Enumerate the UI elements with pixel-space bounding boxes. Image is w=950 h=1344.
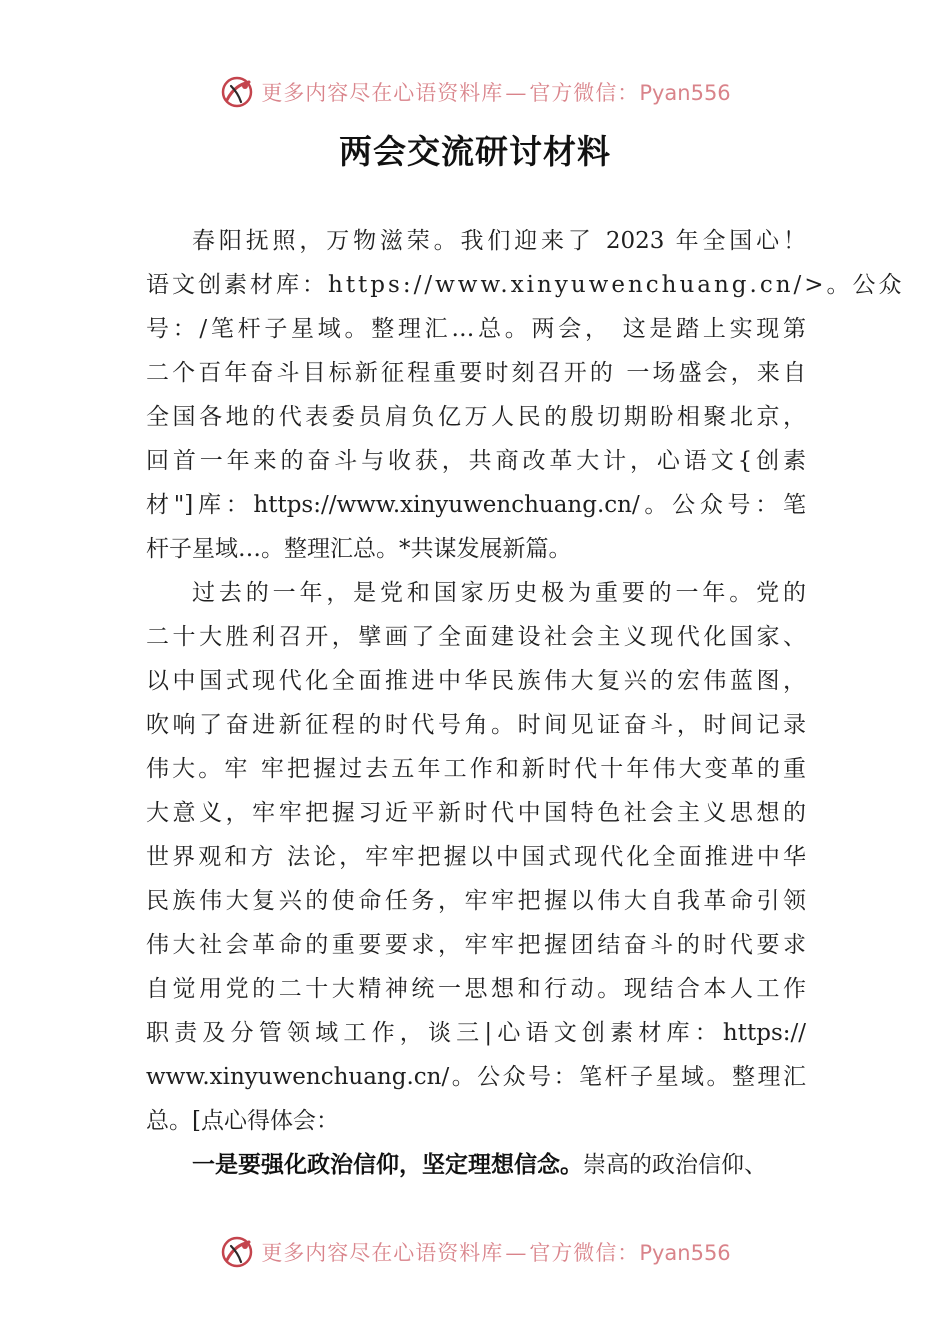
document-body (146, 219, 905, 1187)
watermark-main: 更多内容尽在心语资料库 (261, 1241, 504, 1265)
text-line: 二十大胜利召开，擘画了全面建设社会主义现代化国家、 (146, 624, 806, 650)
watermark-banner-top (0, 72, 950, 112)
watermark-banner-bottom (0, 1232, 950, 1272)
text-line: 伟大社会革命的重要要求，牢牢把握团结奋斗的时代要求 (146, 932, 806, 958)
watermark-wechat-id: Pyan556 (639, 1241, 731, 1265)
text-line: 二个百年奋斗目标新征程重要时刻召开的 一场盛会，来自 (146, 360, 806, 386)
text-line: www.xinyuwenchuang.cn/。公众号：笔杆子星域。整理汇 (146, 1064, 806, 1090)
text-line: 世界观和方 法论，牢牢把握以中国式现代化全面推进中华 (146, 844, 806, 870)
text-line: 民族伟大复兴的使命任务，牢牢把握以伟大自我革命引领 (146, 888, 806, 914)
watermark-main: 更多内容尽在心语资料库 (261, 81, 504, 105)
text-line: 杆子星域…。整理汇总。*共谋发展新篇。 (146, 536, 572, 562)
text-line: 职责及分管领域工作，谈三|心语文创素材库：https:// (146, 1020, 806, 1046)
watermark-wechat-id: Pyan556 (639, 81, 731, 105)
document-title: 两会交流研讨材料 (339, 132, 611, 171)
text-line: 过去的一年，是党和国家历史极为重要的一年。党的 (192, 580, 806, 606)
text-line: 全国各地的代表委员肩负亿万人民的殷切期盼相聚北京， (146, 404, 806, 430)
watermark-suffix: 官方微信： (529, 1241, 640, 1265)
logo-icon (219, 1234, 255, 1270)
text-line: 号：/笔杆子星域。整理汇…总。两会， 这是踏上实现第 (146, 316, 806, 342)
watermark-separator: — (505, 81, 528, 105)
text-line: 自觉用党的二十大精神统一思想和行动。现结合本人工作 (146, 976, 806, 1002)
watermark-separator: — (505, 1241, 528, 1265)
bold-heading: 一是要强化政治信仰，坚定理想信念。 (192, 1151, 583, 1178)
watermark-suffix: 官方微信： (529, 81, 640, 105)
text-line: 以中国式现代化全面推进中华民族伟大复兴的宏伟蓝图， (146, 668, 806, 694)
text-line: 春阳抚照，万物滋荣。我们迎来了 2023 年全国心！ (192, 228, 806, 254)
text-line-last (146, 1143, 806, 1187)
text-line: 吹响了奋进新征程的时代号角。时间见证奋斗，时间记录 (146, 712, 806, 738)
logo-icon (219, 74, 255, 110)
text-line: 总。[点心得体会： (146, 1108, 339, 1134)
watermark-text (261, 1237, 730, 1267)
text-line: 大意义，牢牢把握习近平新时代中国特色社会主义思想的 (146, 800, 806, 826)
text-line: 语文创素材库：https://www.xinyuwenchuang.cn/>。公众 (146, 272, 905, 298)
text-line: 材"]库：https://www.xinyuwenchuang.cn/。公众号：笔 (146, 492, 806, 518)
text-normal: 崇高的政治信仰、 (583, 1152, 767, 1178)
text-line: 回首一年来的奋斗与收获，共商改革大计，心语文{创素 (146, 448, 806, 474)
watermark-text (261, 77, 730, 107)
text-line: 伟大。牢 牢把握过去五年工作和新时代十年伟大变革的重 (146, 756, 806, 782)
